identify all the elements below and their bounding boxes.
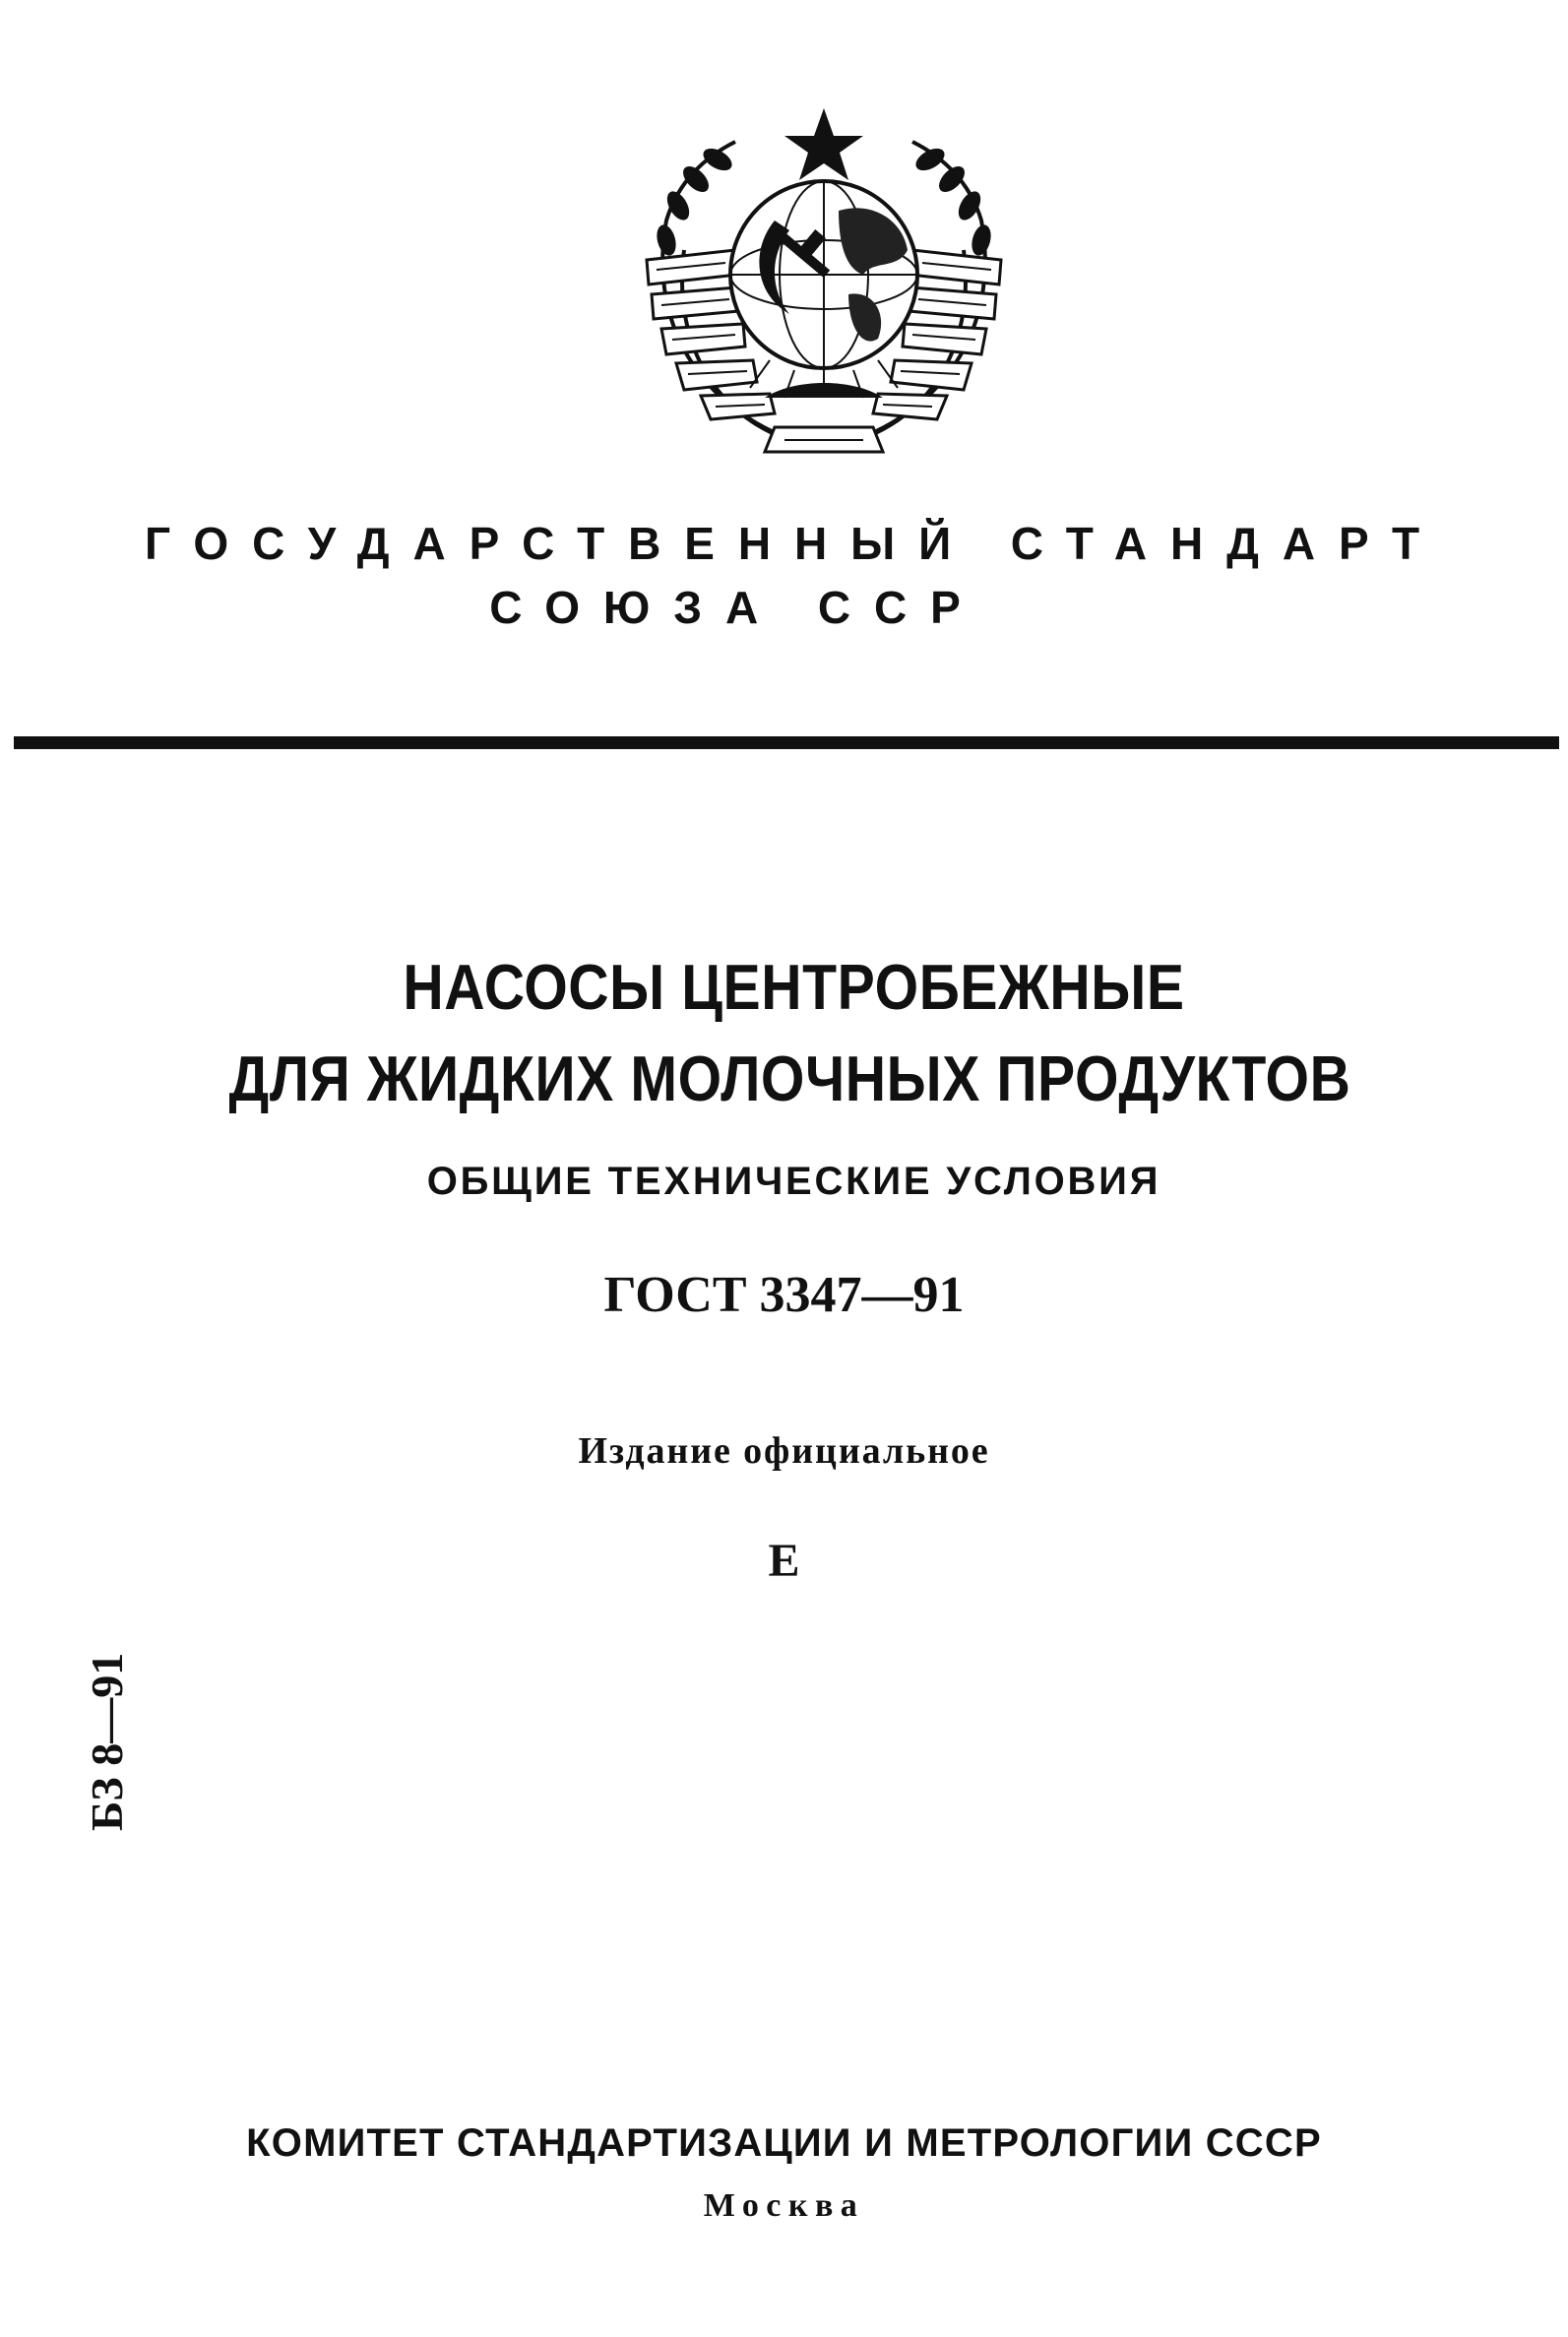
standard-number: ГОСТ 3347—91	[603, 1267, 965, 1323]
document-subtitle: ОБЩИЕ ТЕХНИЧЕСКИЕ УСЛОВИЯ	[426, 1160, 1161, 1203]
document-title-line-1: НАСОСЫ ЦЕНТРОБЕЖНЫЕ	[403, 951, 1185, 1023]
horizontal-divider	[14, 736, 1559, 749]
document-title-line-2: ДЛЯ ЖИДКИХ МОЛОЧНЫХ ПРОДУКТОВ	[228, 1042, 1351, 1114]
edition-label: Издание официальное	[578, 1430, 990, 1472]
header-title-line-2: СОЮЗА ССР	[489, 582, 984, 633]
edition-letter: Е	[768, 1535, 800, 1587]
publisher-city: Москва	[703, 2187, 865, 2224]
publisher-committee: КОМИТЕТ СТАНДАРТИЗАЦИИ И МЕТРОЛОГИИ СССР	[246, 2121, 1322, 2165]
side-code: БЗ 8—91	[82, 1652, 132, 1831]
ussr-state-emblem-icon	[627, 102, 1021, 476]
header-title-line-1: ГОСУДАРСТВЕННЫЙ СТАНДАРТ	[144, 518, 1444, 569]
